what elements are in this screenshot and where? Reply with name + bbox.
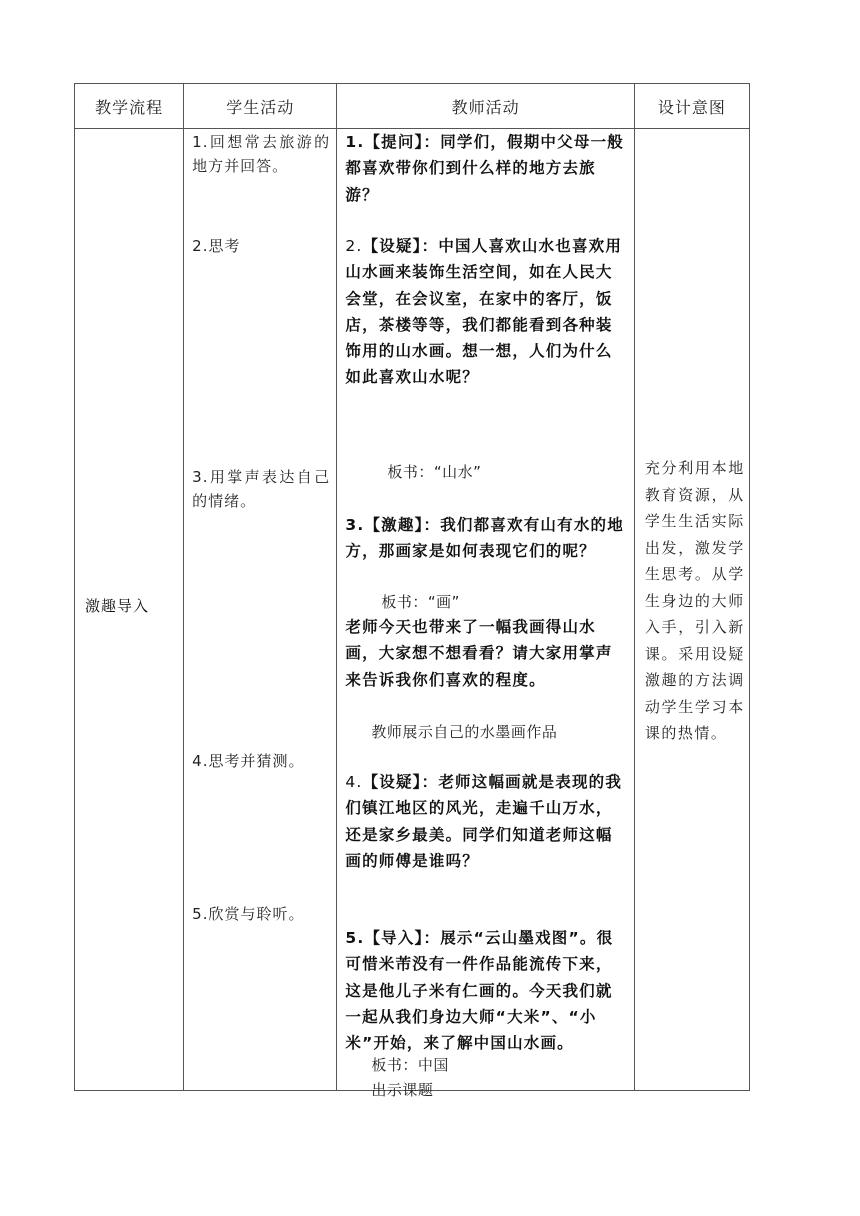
stage-label: 激趣导入 [85,597,150,615]
student-step-2: 2.思考 [192,237,241,255]
header-student-activity: 学生活动 [184,84,337,129]
board-note-landscape: 板书：“山水” [387,463,482,481]
teacher-step-3-continued: 老师今天也带来了一幅我画得山水画，大家想不想看看？请大家用掌声来告诉我你们喜欢的程度。 [345,618,613,689]
student-activity-cell [184,129,337,1091]
teacher-step-3 [345,512,627,565]
lesson-plan-table [74,83,750,1099]
student-step-4: 4.思考并猜测。 [192,752,305,770]
step-text: ：老师这幅画就是表现的我们镇江地区的风光，走遍千山万水，还是家乡最美。同学们知道老师这幅画的师傅是谁吗？ [345,773,623,870]
stage-cell [75,129,184,1091]
step-number: 1. [345,133,365,151]
teacher-step-5 [345,925,627,1056]
student-step-3: 3.用掌声表达自己的情绪。 [192,468,331,510]
step-tag: 【设疑】 [362,237,422,255]
step-number: 5. [345,929,365,947]
step-text: ：我们都喜欢有山有水的地方，那画家是如何表现它们的呢？ [345,516,624,561]
step-tag: 【提问】 [364,133,424,151]
teacher-activity-cell [337,129,634,1099]
student-step-5: 5.欣赏与聆听。 [192,905,305,923]
design-intent-text: 充分利用本地教育资源，从学生生活实际出发，激发学生思考。从学生身边的大师入手，引入新课。采用设疑激趣的方法调动学生学习本课的热情。 [644,459,745,742]
step-text: ：同学们，假期中父母一般都喜欢带你们到什么样的地方去旅游？ [345,133,624,204]
teacher-step-4 [345,769,627,874]
teacher-step-2 [345,233,627,391]
design-intent-cell [634,129,749,1091]
body-row [75,129,750,1091]
board-note-china: 板书：中国 [371,1056,449,1074]
step-number: 2. [345,237,363,255]
step-tag: 【设疑】 [362,773,422,791]
step-text: ：展示“云山墨戏图”。很可惜米芾没有一件作品能流传下来，这是他儿子米有仁画的。今天我们就一起从我们身边大师“大米”、“小米”开始，来了解中国山水画。 [345,929,614,1053]
student-step-1: 1.回想常去旅游的地方并回答。 [192,133,331,175]
step-number: 3. [345,516,365,534]
header-design-intent: 设计意图 [634,84,749,129]
header-teacher-activity: 教师活动 [337,84,634,129]
teacher-show-painting: 教师展示自己的水墨画作品 [371,723,558,741]
header-teaching-process: 教学流程 [75,84,184,129]
step-text: ：中国人喜欢山水也喜欢用山水画来装饰生活空间，如在人民大会堂，在会议室，在家中的客厅，饭店，茶楼等等，我们都能看到各种装饰用的山水画。想一想，人们为什么如此喜欢山水呢？ [345,237,623,387]
step-number: 4. [345,773,363,791]
teacher-step-1 [345,129,627,208]
step-tag: 【导入】 [364,929,424,947]
header-row [75,84,750,129]
step-tag: 【激趣】 [364,516,424,534]
show-lesson-title: 出示课题 [371,1081,434,1099]
board-note-painting: 板书：“画” [381,593,460,611]
